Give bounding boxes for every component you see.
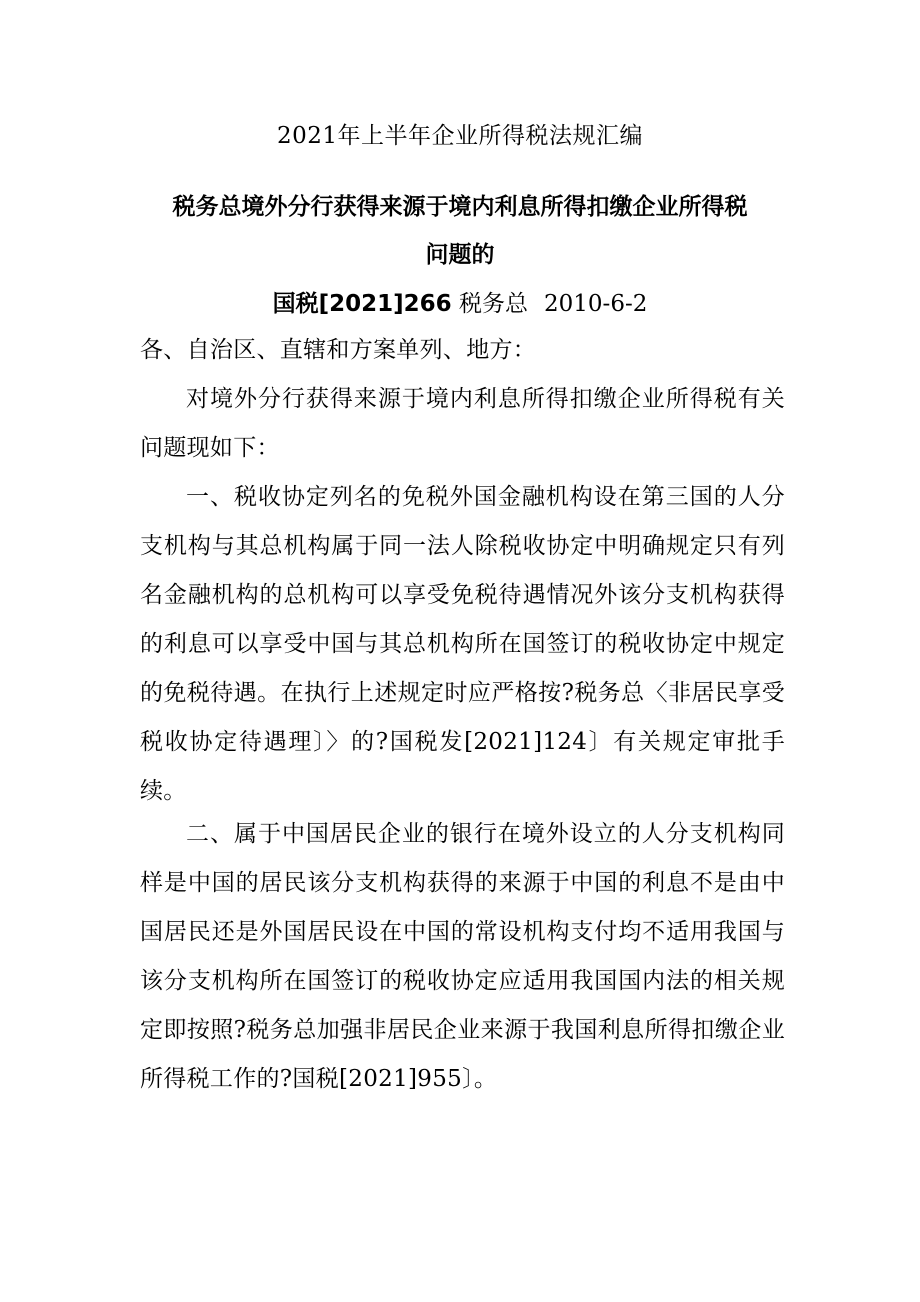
- issuer: 税务总: [459, 291, 529, 317]
- salutation: 各、自治区、直辖和方案单列、地方：: [140, 337, 537, 363]
- document-number: 国税[2021]266: [272, 291, 452, 317]
- notice-heading-line-2: 问题的: [425, 242, 495, 268]
- paragraph-article-1: 一、税收协定列名的免税外国金融机构设在第三国的人分支机构与其总机构属于同一法人除税收协定中明确规定只有列名金融机构的总机构可以享受免税待遇情况外该分支机构获得的利息可以享受中国与其总机构所在国签订的税收协定中规定的免税待遇。在执行上述规定时应严格按?税务总〈非居民享受税收协定待遇理〕〉的?国税发[2021]124〕有关规定审批手续。: [140, 484, 785, 804]
- paragraph-intro: 对境外分行获得来源于境内利息所得扣缴企业所得税有关问题现如下：: [140, 386, 785, 461]
- document-title: 2021年上半年企业所得税法规汇编: [276, 123, 644, 149]
- paragraph-article-2: 二、属于中国居民企业的银行在境外设立的人分支机构同样是中国的居民该分支机构获得的来源于中国的利息不是由中国居民还是外国居民设在中国的常设机构支付均不适用我国与该分支机构所在国签订的税收协定应适用我国国内法的相关规定即按照?税务总加强非居民企业来源于我国利息所得扣缴企业所得税工作的?国税[2021]955〕。: [140, 821, 785, 1092]
- notice-heading-line-1: 税务总境外分行获得来源于境内利息所得扣缴企业所得税: [172, 194, 748, 220]
- document-reference-line: [0, 284, 920, 324]
- issue-date: 2010-6-2: [544, 291, 648, 317]
